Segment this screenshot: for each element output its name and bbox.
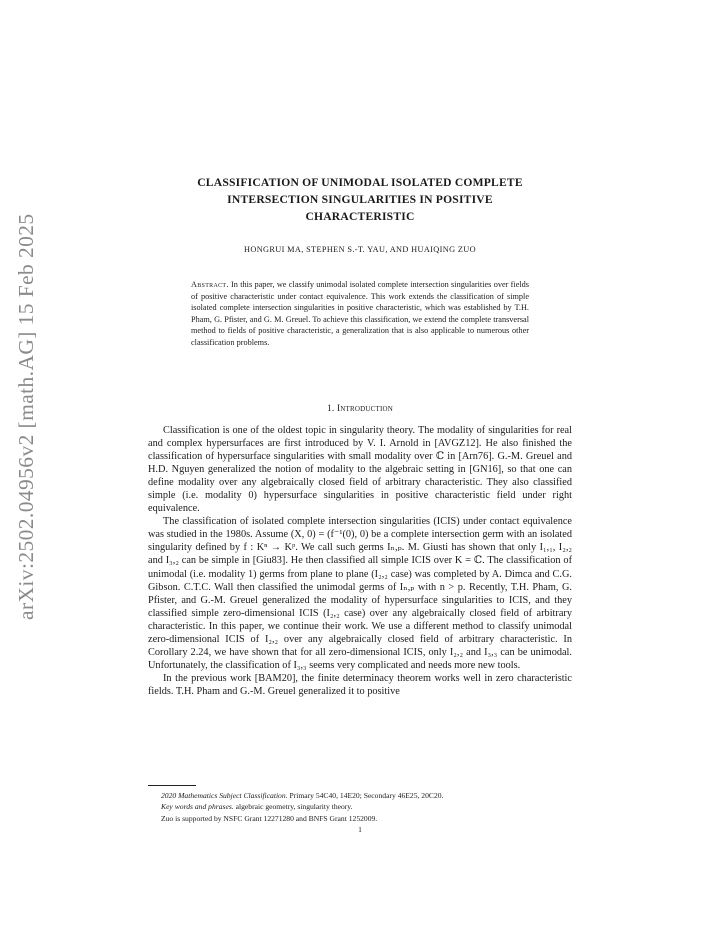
body-text xyxy=(148,424,572,698)
section-heading xyxy=(148,404,572,414)
section-number: 1. xyxy=(326,404,335,414)
msc-text: Primary 54C40, 14E20; Secondary 46E25, 20C20. xyxy=(289,791,444,800)
arxiv-identifier: arXiv:2502.04956v2 [math.AG] 15 Feb 2025 xyxy=(14,213,38,620)
footnote-msc xyxy=(161,790,572,801)
footnotes xyxy=(161,790,572,824)
abstract xyxy=(191,279,529,349)
footnote-support: Zuo is supported by NSFC Grant 12271280 and BNFS Grant 1252009. xyxy=(161,813,378,823)
title-line: CHARACTERISTIC xyxy=(305,210,415,223)
abstract-text: In this paper, we classify unimodal isolated complete intersection singularities over fields of positive characteristic under contact equivalence. This work extends the classification of simple isolated complete intersection singularities in positive characteristic, which was established by T.H. Pham, G. Pfister, and G. M. Greuel. To achieve this classification, we extend the complete transversal method to fields of positive characteristic, a generalization that is also applicable to numerous other classification problems. xyxy=(191,280,529,347)
footnote-keywords xyxy=(161,801,572,812)
page-number: 1 xyxy=(358,825,362,834)
footnote-divider xyxy=(148,785,196,786)
keywords-label: Key words and phrases. xyxy=(161,802,234,812)
section-title: Introduction xyxy=(336,404,394,414)
author-list: HONGRUI MA, STEPHEN S.-T. YAU, AND HUAIQING ZUO xyxy=(244,245,476,254)
paragraph: Classification is one of the oldest topic in singularity theory. The modality of singularities for real and complex hypersurfaces are first introduced by V. I. Arnold in [AVGZ12]. He also finished the classification of hypersurface singularities with small modality over ℂ in [Arn76]. G.-M. Greuel and H.D. Nguyen generalized the notion of modality to the algebraic setting in [GN16], so that one can define modality over any algebraically closed field of arbitrary characteristic. They also classified simple (i.e. modality 0) hypersurface singularities in positive characteristic field under right equivalence. xyxy=(148,425,572,515)
title-line: INTERSECTION SINGULARITIES IN POSITIVE xyxy=(227,193,493,206)
msc-label: 2020 Mathematics Subject Classification. xyxy=(161,791,288,800)
abstract-heading: Abstract. xyxy=(191,280,229,289)
paper-title xyxy=(148,174,572,225)
paragraph: The classification of isolated complete intersection singularities (ICIS) under contact equivalence was studied in the 1980s. Assume (X, 0) = (f⁻¹(0), 0) be a complete intersection germ with an isolated singularity defined by f : Kⁿ → Kᵖ. We call such germs Iₙ,ₚ. M. Giusti has shown that only I₁,₁, I₂,₂ and I₃,₂ can be simple in [Giu83]. He then classified all simple ICIS over K = ℂ. The classification of unimodal (i.e. modality 1) germs from plane to plane (I₂,₂ case) was completed by A. Dimca and C.G. Gibson. C.T.C. Wall then classified the unimodal germs of Iₙ,ₚ with n > p. Recently, T.H. Pham, G. Pfister, and G.-M. Greuel generalized the modality of hypersurface singularities to ICIS, and they classified simple zero-dimensional ICIS (I₂,₂ case) over any algebraically closed field of arbitrary characteristic. In this paper, we continue their work. We use a different method to classify unimodal zero-dimensional ICIS of I₂,₂ over any algebraically closed field of arbitrary characteristic. In Corollary 2.24, we have shown that for all zero-dimensional ICIS, only I₂,₂ and I₃,₃ can be unimodal. Unfortunately, the classification of I₃,₃ seems very complicated and needs more new tools. xyxy=(148,516,572,671)
paragraph: In the previous work [BAM20], the finite determinacy theorem works well in zero characteristic fields. T.H. Pham and G.-M. Greuel generalized it to positive xyxy=(148,672,572,697)
title-line: CLASSIFICATION OF UNIMODAL ISOLATED COMPLETE xyxy=(197,176,523,189)
keywords-text: algebraic geometry, singularity theory. xyxy=(235,802,353,812)
